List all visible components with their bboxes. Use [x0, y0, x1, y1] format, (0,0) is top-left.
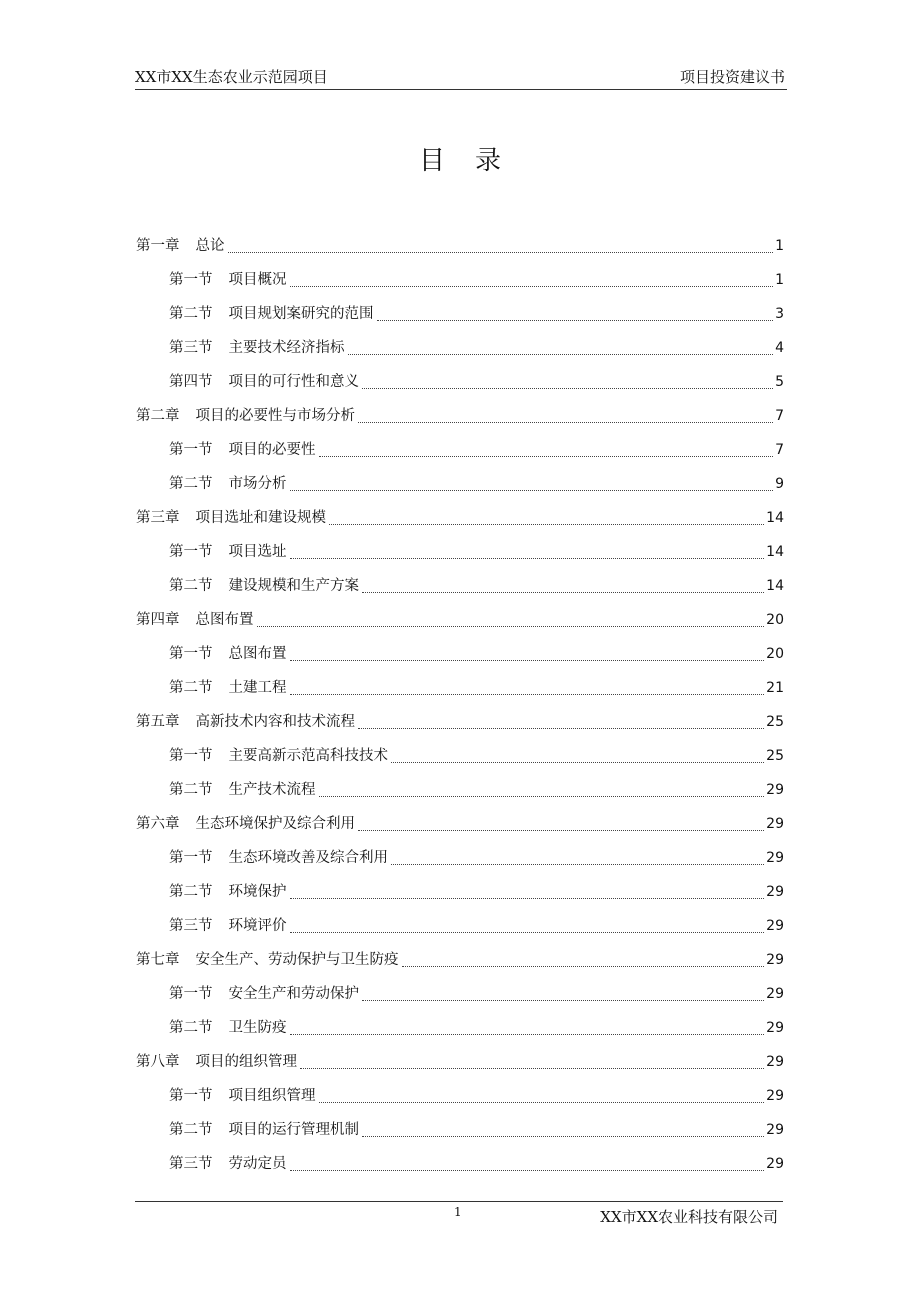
toc-dot-leader: [391, 864, 764, 865]
toc-entry-page: 29: [766, 952, 784, 968]
toc-entry-number: 第二节: [169, 680, 213, 696]
toc-entry-page: 5: [775, 374, 784, 390]
toc-entry-title: 生产技术流程: [228, 782, 316, 798]
toc-dot-leader: [358, 728, 764, 729]
table-of-contents: [136, 235, 784, 1187]
toc-section-entry[interactable]: [136, 677, 784, 711]
toc-entry-number: 第七章: [136, 952, 180, 968]
toc-dot-leader: [362, 388, 773, 389]
toc-entry-title: 总图布置: [195, 612, 254, 628]
toc-entry-page: 29: [766, 816, 784, 832]
toc-entry-number: 第一节: [169, 986, 213, 1002]
toc-entry-title: 劳动定员: [228, 1156, 287, 1172]
toc-dot-leader: [358, 422, 773, 423]
toc-dot-leader: [329, 524, 764, 525]
toc-entry-title: 主要技术经济指标: [228, 340, 345, 356]
toc-entry-number: 第一节: [169, 442, 213, 458]
toc-dot-leader: [290, 898, 765, 899]
toc-entry-number: 第三节: [169, 340, 213, 356]
toc-entry-title: 总图布置: [228, 646, 287, 662]
toc-entry-page: 25: [766, 714, 784, 730]
toc-entry-number: 第三章: [136, 510, 180, 526]
toc-entry-page: 7: [775, 442, 784, 458]
toc-entry-title: 环境保护: [228, 884, 287, 900]
toc-entry-number: 第五章: [136, 714, 180, 730]
toc-section-entry[interactable]: [136, 1153, 784, 1187]
toc-entry-title: 安全生产和劳动保护: [228, 986, 359, 1002]
toc-entry-page: 29: [766, 850, 784, 866]
toc-entry-title: 建设规模和生产方案: [228, 578, 359, 594]
toc-entry-page: 3: [775, 306, 784, 322]
toc-section-entry[interactable]: [136, 915, 784, 949]
toc-entry-number: 第四节: [169, 374, 213, 390]
toc-entry-title: 生态环境改善及综合利用: [228, 850, 388, 866]
toc-entry-title: 总论: [195, 238, 225, 254]
toc-entry-page: 25: [766, 748, 784, 764]
toc-section-entry[interactable]: [136, 269, 784, 303]
toc-dot-leader: [362, 592, 764, 593]
toc-entry-page: 21: [766, 680, 784, 696]
toc-entry-number: 第二节: [169, 476, 213, 492]
toc-entry-page: 20: [766, 646, 784, 662]
toc-dot-leader: [300, 1068, 764, 1069]
toc-entry-page: 1: [775, 238, 784, 254]
toc-section-entry[interactable]: [136, 439, 784, 473]
header-doc-type: 项目投资建议书: [679, 68, 785, 86]
toc-chapter-entry[interactable]: [136, 949, 784, 983]
toc-entry-title: 项目选址和建设规模: [195, 510, 326, 526]
toc-dot-leader: [290, 1034, 765, 1035]
toc-entry-number: 第二节: [169, 1020, 213, 1036]
toc-entry-number: 第六章: [136, 816, 180, 832]
toc-entry-page: 14: [766, 544, 784, 560]
toc-section-entry[interactable]: [136, 337, 784, 371]
toc-dot-leader: [228, 252, 774, 253]
toc-entry-page: 29: [766, 1088, 784, 1104]
toc-entry-page: 29: [766, 1020, 784, 1036]
toc-entry-number: 第八章: [136, 1054, 180, 1070]
toc-entry-number: 第二节: [169, 306, 213, 322]
toc-entry-number: 第一节: [169, 646, 213, 662]
toc-entry-title: 项目组织管理: [228, 1088, 316, 1104]
toc-entry-title: 主要高新示范高科技技术: [228, 748, 388, 764]
toc-section-entry[interactable]: [136, 643, 784, 677]
toc-entry-page: 1: [775, 272, 784, 288]
toc-entry-number: 第一节: [169, 748, 213, 764]
toc-entry-title: 项目规划案研究的范围: [228, 306, 374, 322]
toc-entry-page: 29: [766, 918, 784, 934]
toc-entry-page: 7: [775, 408, 784, 424]
toc-chapter-entry[interactable]: [136, 609, 784, 643]
toc-dot-leader: [290, 490, 774, 491]
toc-entry-title: 项目的组织管理: [195, 1054, 297, 1070]
toc-entry-title: 生态环境保护及综合利用: [195, 816, 355, 832]
toc-dot-leader: [290, 286, 774, 287]
toc-entry-page: 9: [775, 476, 784, 492]
toc-section-entry[interactable]: [136, 371, 784, 405]
toc-dot-leader: [377, 320, 774, 321]
toc-entry-page: 14: [766, 510, 784, 526]
toc-entry-title: 项目的必要性: [228, 442, 316, 458]
toc-entry-page: 29: [766, 1156, 784, 1172]
toc-entry-page: 29: [766, 884, 784, 900]
toc-section-entry[interactable]: [136, 881, 784, 915]
page-header: [135, 64, 787, 90]
toc-section-entry[interactable]: [136, 745, 784, 779]
toc-chapter-entry[interactable]: [136, 1051, 784, 1085]
toc-entry-title: 项目的运行管理机制: [228, 1122, 359, 1138]
header-project-name: XX市XX生态农业示范园项目: [135, 68, 328, 86]
footer-page-number: 1: [454, 1205, 462, 1219]
toc-dot-leader: [362, 1136, 764, 1137]
page-title: 目录: [418, 146, 531, 176]
toc-dot-leader: [290, 932, 765, 933]
toc-dot-leader: [319, 796, 765, 797]
toc-dot-leader: [362, 1000, 764, 1001]
toc-dot-leader: [402, 966, 765, 967]
toc-entry-page: 29: [766, 782, 784, 798]
toc-entry-number: 第一节: [169, 272, 213, 288]
toc-entry-number: 第二章: [136, 408, 180, 424]
toc-chapter-entry[interactable]: [136, 813, 784, 847]
toc-entry-title: 项目概况: [228, 272, 287, 288]
toc-section-entry[interactable]: [136, 983, 784, 1017]
toc-section-entry[interactable]: [136, 847, 784, 881]
toc-dot-leader: [319, 1102, 765, 1103]
toc-section-entry[interactable]: [136, 303, 784, 337]
toc-entry-number: 第二节: [169, 782, 213, 798]
toc-chapter-entry[interactable]: [136, 405, 784, 439]
toc-entry-title: 项目的必要性与市场分析: [195, 408, 355, 424]
toc-entry-number: 第三节: [169, 1156, 213, 1172]
toc-dot-leader: [290, 1170, 765, 1171]
toc-chapter-entry[interactable]: [136, 235, 784, 269]
toc-entry-title: 项目的可行性和意义: [228, 374, 359, 390]
toc-dot-leader: [358, 830, 764, 831]
toc-entry-page: 4: [775, 340, 784, 356]
toc-entry-number: 第二节: [169, 578, 213, 594]
toc-dot-leader: [257, 626, 765, 627]
toc-entry-title: 安全生产、劳动保护与卫生防疫: [195, 952, 399, 968]
toc-dot-leader: [290, 694, 765, 695]
toc-dot-leader: [319, 456, 774, 457]
toc-section-entry[interactable]: [136, 1119, 784, 1153]
toc-section-entry[interactable]: [136, 575, 784, 609]
toc-section-entry[interactable]: [136, 473, 784, 507]
toc-dot-leader: [290, 558, 765, 559]
toc-section-entry[interactable]: [136, 541, 784, 575]
toc-entry-number: 第四章: [136, 612, 180, 628]
toc-entry-page: 29: [766, 1122, 784, 1138]
toc-entry-title: 土建工程: [228, 680, 287, 696]
toc-entry-page: 29: [766, 986, 784, 1002]
toc-section-entry[interactable]: [136, 1085, 784, 1119]
toc-entry-number: 第二节: [169, 1122, 213, 1138]
toc-section-entry[interactable]: [136, 1017, 784, 1051]
toc-entry-title: 高新技术内容和技术流程: [195, 714, 355, 730]
footer-divider: [135, 1201, 783, 1202]
toc-entry-title: 环境评价: [228, 918, 287, 934]
toc-entry-number: 第一章: [136, 238, 180, 254]
toc-entry-number: 第一节: [169, 1088, 213, 1104]
toc-dot-leader: [391, 762, 764, 763]
footer-company: XX市XX农业科技有限公司: [600, 1208, 778, 1226]
toc-entry-title: 市场分析: [228, 476, 287, 492]
toc-dot-leader: [348, 354, 774, 355]
toc-chapter-entry[interactable]: [136, 711, 784, 745]
toc-entry-page: 14: [766, 578, 784, 594]
toc-entry-number: 第三节: [169, 918, 213, 934]
toc-chapter-entry[interactable]: [136, 507, 784, 541]
toc-dot-leader: [290, 660, 765, 661]
toc-entry-title: 卫生防疫: [228, 1020, 287, 1036]
toc-entry-page: 29: [766, 1054, 784, 1070]
toc-entry-number: 第二节: [169, 884, 213, 900]
toc-section-entry[interactable]: [136, 779, 784, 813]
toc-entry-title: 项目选址: [228, 544, 287, 560]
toc-entry-page: 20: [766, 612, 784, 628]
toc-entry-number: 第一节: [169, 850, 213, 866]
toc-entry-number: 第一节: [169, 544, 213, 560]
